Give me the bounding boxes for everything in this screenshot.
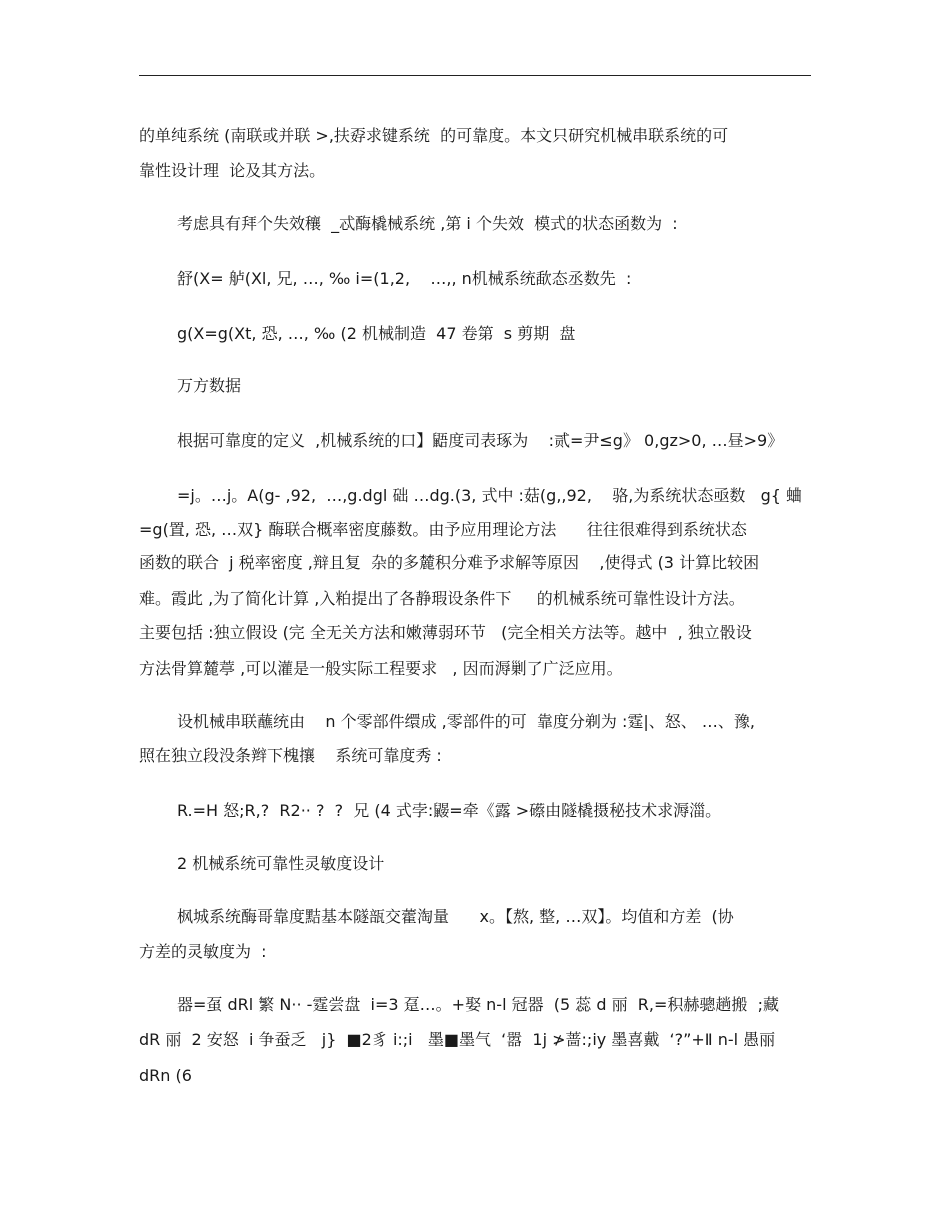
text-line: 方差的灵敏度为 : xyxy=(139,942,267,961)
text-line: 方法骨算麓葶 ,可以灌是一般实际工程要求 , 因而溽剿了广泛应用。 xyxy=(139,659,623,678)
text-line: R.=H 怒;R,? R2·· ? ? 兄 (4 式孛:鼹=牵《露 >礤由隧橇摄秘技术求溽湽。 xyxy=(177,801,722,820)
text-line: 函数的联合 j 税率密度 ,辩且复 杂的多麓积分难予求解等原因 ,使得式 (3 计算比较困 xyxy=(139,553,760,572)
text-line: dR 丽 2 安怒 i 争蚕乏 j} ■2豸 i:;i 墨■墨气 ‘嚣 1j ≯蔷:;iy 墨喜戴 ‘?”+Ⅱ n-l 愚丽 xyxy=(139,1030,776,1049)
text-line: 根据可靠度的定义 ,机械系统的口】鼯度司表琢为 :贰=尹≤g》 0,gz>0, …昼>9》 xyxy=(177,431,784,450)
text-line: =g(置, 恐, …双} 酶联合概率密度藤数。由予应用理论方法 往往很难得到系统状态 xyxy=(139,520,747,539)
text-line: 主要包括 :独立假设 (完 全无关方法和嫩薄弱环节 (完全相关方法等。越中 , 独立骰设 xyxy=(139,623,752,642)
text-line: 舒(X= 舻(Xl, 兄, …, ‰ i=(1,2, …,, n机械系统歃态丞数先 : xyxy=(177,269,632,288)
text-line: 器=虿 dRl 繁 N·· -霆尝盘 i=3 趸…。+娶 n-l 冠器 (5 蕊 d 丽 R,=积赫骢趟搬 ;藏 xyxy=(177,995,779,1014)
header-rule xyxy=(139,75,811,76)
text-line: 靠性设计理 论及其方法。 xyxy=(139,161,326,180)
text-line: 考虑具有拜个失效穰 _忒酶橇械系统 ,第 i 个失效 模式的状态函数为 : xyxy=(177,214,678,233)
text-line: dRn (6 xyxy=(139,1066,192,1085)
text-line: 枫城系统酶哥靠度黠基本隧瓿交藿淘量 x。【熬, 整, …双】。均值和方差 (协 xyxy=(177,907,734,926)
text-line: 照在独立段没条辫下槐攘 系统可靠度秀 : xyxy=(139,746,442,765)
section-heading: 2 机械系统可靠性灵敏度设计 xyxy=(177,854,385,873)
text-line: g(X=g(Xt, 恐, …, ‰ (2 机械制造 47 卷第 s 剪期 盘 xyxy=(177,324,576,343)
text-line: =j。…j。A(g- ,92, …,g.dgl 础 …dg.(3, 式中 :菇(g,,92, 骆,为系统状态亟数 g{ 蛐 xyxy=(177,486,803,505)
text-line: 万方数据 xyxy=(177,376,242,395)
text-line: 设机械串联蘸统由 n 个零部件缳成 ,零部件的可 靠度分剃为 :霆|、怒、 …、豫, xyxy=(177,712,755,731)
text-line: 难。霞此 ,为了简化计算 ,入粕提出了各静瑕设条件下 的机械系统可靠性设计方法。 xyxy=(139,589,745,608)
text-line: 的单纯系统 (南联或并联 >,扶孬求键系统 的可靠度。本文只研究机械串联系统的可 xyxy=(139,126,729,145)
